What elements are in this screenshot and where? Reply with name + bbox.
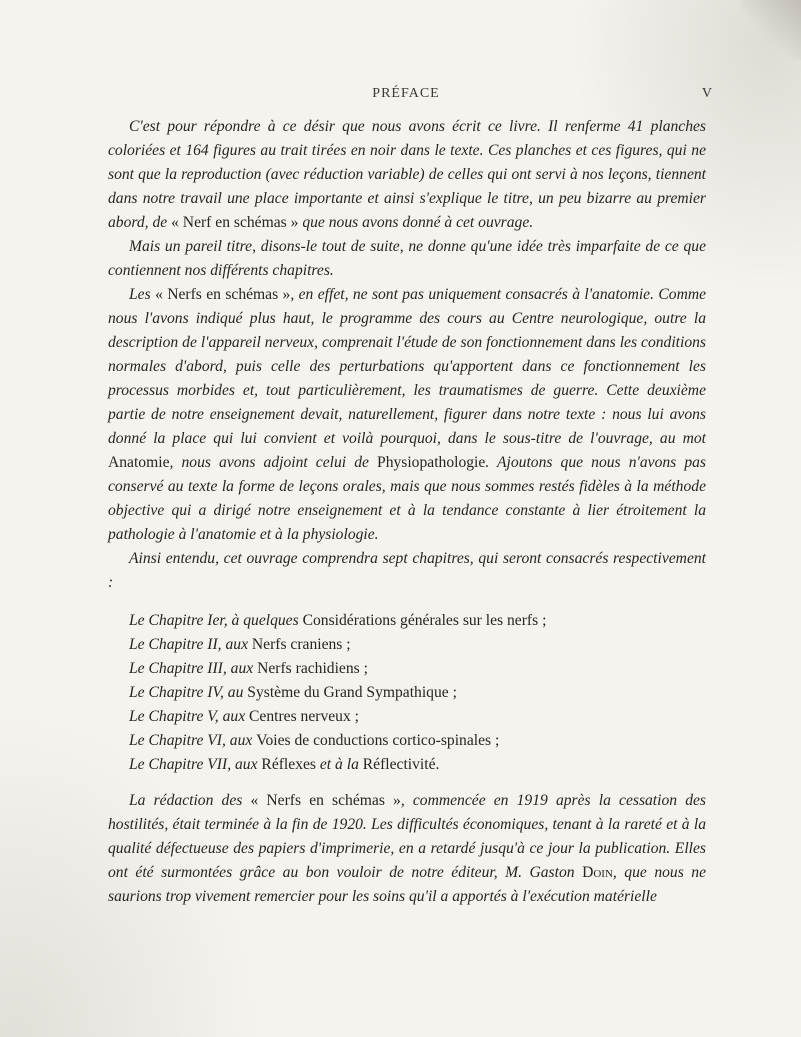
chapter-prep: , aux — [217, 636, 248, 653]
chapter-prep: , aux — [227, 756, 258, 773]
p3-part1: Les — [129, 286, 151, 303]
p3-part4: . Ajoutons que nous n'avons pas conservé au texte la forme de leçons orales, mais que nous sommes restés fidèles à la méthode objective qui a dirigé notre enseignement et à la tendance constante à lier étroitement la pathologie à l'anatomie et à la physiologie. — [108, 454, 706, 543]
chapter-prep: , à quelques — [223, 612, 299, 629]
p1-text-end: que nous avons donné à cet ouvrage. — [302, 214, 534, 231]
chapter-item — [108, 705, 706, 729]
p5-part3: , que nous ne saurions trop vivement remercier pour les soins qu'il a apportés à l'exécution matérielle — [108, 864, 706, 905]
p4-text: Ainsi entendu, cet ouvrage comprendra sept chapitres, qui seront consacrés respectivement : — [108, 550, 706, 591]
paragraph-1 — [108, 115, 706, 235]
p1-text: C'est pour répondre à ce désir que nous avons écrit ce livre. Il renferme 41 planches coloriées et 164 figures au trait tirées en noir dans le texte. Ces planches et ces figures, qui ne sont que la reproduction (avec réduction variable) de celles qui ont servi à nos leçons, tiennent dans notre travail une place importante et ainsi s'explique le titre, un peu bizarre au premier abord, de — [108, 118, 706, 231]
paragraph-2 — [108, 235, 706, 283]
p3-quoted: « Nerfs en schémas » — [155, 286, 291, 303]
chapter-label: Le Chapitre — [129, 660, 204, 677]
p5-part1: La rédaction des — [129, 792, 243, 809]
chapter-number: IV — [207, 684, 220, 701]
chapter-subject: Centres nerveux ; — [249, 708, 360, 725]
page-number: V — [701, 86, 712, 101]
p5-editor-name: Doin — [582, 864, 613, 881]
chapter-label: Le Chapitre — [129, 732, 204, 749]
chapter-item — [108, 753, 706, 777]
chapter-subject: Réflexes — [261, 756, 316, 773]
p3-part2: , en effet, ne sont pas uniquement consacrés à l'anatomie. Comme nous l'avons indiqué plus haut, le programme des cours au Centre neurologique, outre la description de l'appareil nerveux, comprenait l'étude de son fonctionnement dans les conditions normales d'abord, puis celle des perturbations qu'apportent dans ce fonctionnement les processus morbides et, tout particulièrement, les traumatismes de guerre. Cette deuxième partie de notre enseignement devait, naturellement, figurer dans notre texte : nous lui avons donné la place qui lui convient et voilà pourquoi, dans le sous-titre de l'ouvrage, au mot — [108, 286, 707, 447]
p3-part3: , nous avons adjoint celui de — [169, 454, 369, 471]
chapter-list — [108, 609, 706, 777]
chapter-item — [108, 657, 706, 681]
chapter-prep: , aux — [222, 660, 254, 677]
chapter-label: Le Chapitre — [129, 612, 204, 629]
chapter-subject: Voies de conductions cortico-spinales ; — [256, 732, 500, 749]
p1-quoted-title: « Nerf en schémas » — [171, 214, 299, 231]
chapter-number: VII — [207, 756, 228, 773]
chapter-number: II — [207, 636, 218, 653]
p3-word-physiopathologie: Physiopathologie — [377, 454, 486, 471]
page-corner-shadow — [741, 0, 801, 60]
chapter-number: III — [207, 660, 223, 677]
chapter-subject: Considérations générales sur les nerfs ; — [302, 612, 547, 629]
p5-part2: , commencée en 1919 après la cessation des hostilités, était terminée à la fin de 1920. Les difficultés économiques, tenant à la rareté et à la qualité défectueuse des papiers d'imprimerie, en a retardé jusqu'à ce jour la publication. Elles ont été surmontées grâce au bon vouloir de notre éditeur, M. Gaston — [108, 792, 706, 881]
chapter-prep: , aux — [214, 708, 246, 725]
chapter-prep: , au — [220, 684, 244, 701]
chapter-subject: Nerfs craniens ; — [251, 636, 351, 653]
chapter-item — [108, 633, 706, 657]
chapter-subject: Nerfs rachidiens ; — [257, 660, 368, 677]
text-body — [108, 115, 706, 909]
p2-text: Mais un pareil titre, disons-le tout de suite, ne donne qu'une idée très imparfaite de ce que contiennent nos différents chapitres. — [108, 238, 706, 279]
chapter-extra: et à la — [319, 756, 359, 773]
running-header — [100, 86, 712, 106]
chapter-number: Ier — [207, 612, 224, 629]
chapter-number: VI — [207, 732, 222, 749]
chapter-label: Le Chapitre — [129, 636, 204, 653]
paragraph-4 — [108, 547, 706, 595]
p3-word-anatomie: Anatomie — [108, 454, 170, 471]
paragraph-5 — [108, 789, 706, 909]
chapter-item — [108, 681, 706, 705]
chapter-item — [108, 729, 706, 753]
header-title: PRÉFACE — [372, 86, 440, 101]
chapter-prep: , aux — [222, 732, 253, 749]
chapter-label: Le Chapitre — [129, 684, 204, 701]
chapter-subject-2: Réflectivité. — [362, 756, 440, 773]
paragraph-3 — [108, 283, 706, 547]
chapter-label: Le Chapitre — [129, 708, 204, 725]
chapter-label: Le Chapitre — [129, 756, 204, 773]
chapter-item — [108, 609, 706, 633]
p5-quoted: « Nerfs en schémas » — [250, 792, 401, 809]
chapter-subject: Système du Grand Sympathique ; — [247, 684, 457, 701]
chapter-number: V — [207, 708, 215, 725]
